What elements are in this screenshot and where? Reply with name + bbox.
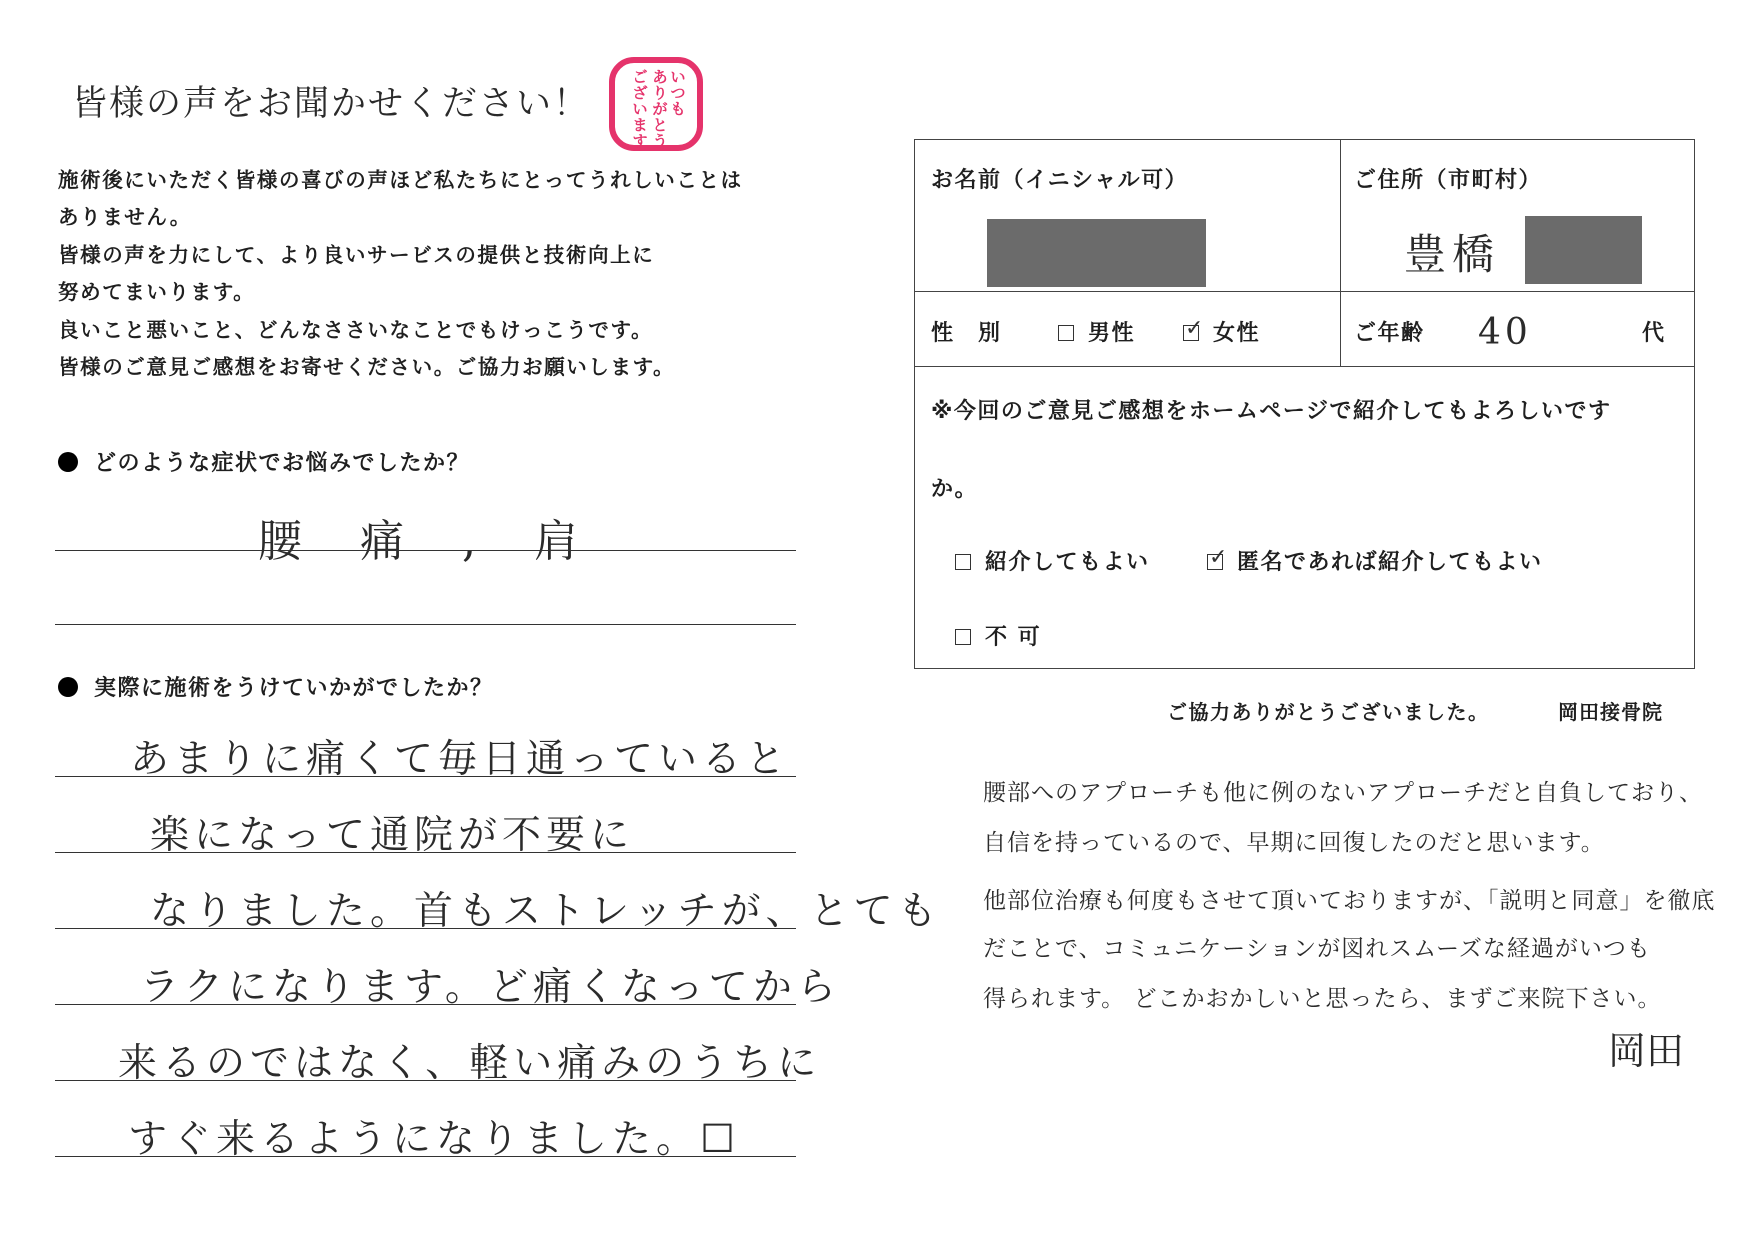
reply-line: 他部位治療も何度もさせて頂いておりますが、「説明と同意」を徹底	[983, 888, 1716, 914]
question-2-heading	[58, 671, 494, 702]
checked-checkbox-icon[interactable]: ✓	[1209, 545, 1229, 570]
intro-line: 皆様の声を力にして、より良いサービスの提供と技術向上に	[58, 243, 655, 267]
question-2-answer-line: なりました。首もストレッチが、とても	[150, 889, 942, 934]
question-2-answer-line: ラクになります。ど痛くなってから	[140, 965, 841, 1010]
question-1-label: どのような症状でお悩みでしたか？	[94, 451, 471, 476]
bullet-icon	[58, 677, 78, 697]
question-1-heading	[58, 446, 470, 477]
signature: 岡田	[1608, 1029, 1685, 1073]
checkbox-icon[interactable]	[955, 554, 971, 570]
question-2-label: 実際に施術をうけていかがでしたか？	[94, 676, 494, 701]
checkbox-icon[interactable]	[955, 629, 971, 645]
consent-ng-label: 不 可	[985, 625, 1042, 650]
answer-rule	[55, 550, 796, 551]
intro-line: 良いこと悪いこと、どんなささいなことでもけっこうです。	[58, 318, 654, 342]
svg-text:う: う	[652, 132, 668, 150]
answer-rule	[55, 624, 796, 625]
question-2-answer-line: 楽になって通院が不要に	[150, 813, 635, 858]
answer-rule	[55, 928, 796, 929]
answer-rule	[55, 776, 796, 777]
reply-line: 自信を持っているので、早期に回復したのだと思います。	[983, 830, 1605, 856]
gender-female-label: 女性	[1213, 321, 1261, 346]
bullet-icon	[58, 452, 78, 472]
checkbox-icon[interactable]	[1058, 325, 1074, 341]
consent-question: ※今回のご意見ご感想をホームページで紹介してもよろしいです	[931, 399, 1612, 424]
gender-label: 性 別	[931, 321, 1002, 346]
reply-line: だことで、コミュニケーションが図れスムーズな経過がいつも	[983, 936, 1651, 962]
consent-anon-option[interactable]	[1207, 545, 1543, 576]
gender-male-label: 男性	[1088, 321, 1136, 346]
form-divider	[914, 291, 1695, 292]
question-2-answer-line: あまりに痛くて毎日通っていると	[130, 737, 791, 782]
reply-line: 得られます。 どこかおかしいと思ったら、まずご来院下さい。	[983, 986, 1662, 1012]
svg-text:あ: あ	[652, 68, 668, 86]
gender-female-option[interactable]	[1183, 316, 1260, 347]
name-redaction	[987, 219, 1206, 287]
svg-text:ご: ご	[632, 68, 648, 86]
intro-line: ありません。	[58, 205, 192, 229]
svg-text:と: と	[652, 116, 668, 134]
address-label: ご住所（市町村）	[1354, 168, 1543, 193]
consent-anon-label: 匿名であれば紹介してもよい	[1237, 550, 1543, 575]
consent-ng-option[interactable]	[955, 620, 1041, 651]
svg-text:い: い	[670, 68, 686, 86]
svg-text:い: い	[632, 100, 648, 118]
gender-male-option[interactable]	[1058, 316, 1135, 347]
clinic-name: 岡田接骨院	[1558, 700, 1663, 724]
name-label: お名前（イニシャル可）	[931, 168, 1189, 193]
svg-text:ま: ま	[632, 116, 648, 134]
svg-text:す: す	[632, 132, 648, 150]
intro-line: 皆様のご意見ご感想をお寄せください。ご協力お願いします。	[58, 355, 676, 379]
checked-checkbox-icon[interactable]: ✓	[1185, 316, 1205, 341]
answer-rule	[55, 1080, 796, 1081]
answer-rule	[55, 852, 796, 853]
svg-text:も: も	[670, 100, 686, 118]
consent-ok-label: 紹介してもよい	[985, 550, 1150, 575]
address-value: 豊橋	[1404, 230, 1501, 279]
age-value: 40	[1478, 312, 1532, 353]
question-2-answer-line: すぐ来るようになりました。☐	[128, 1117, 740, 1162]
consent-question-cont: か。	[931, 477, 979, 502]
address-redaction	[1525, 216, 1642, 284]
svg-text:つ: つ	[670, 84, 686, 102]
svg-text:が: が	[652, 100, 668, 118]
svg-text:ざ: ざ	[632, 84, 648, 102]
form-divider	[914, 366, 1695, 367]
answer-rule	[55, 1156, 796, 1157]
age-suffix: 代	[1642, 321, 1666, 346]
question-2-answer-line: 来るのではなく、軽い痛みのうちに	[118, 1041, 822, 1086]
question-1-answer: 腰 痛 , 肩	[258, 516, 600, 567]
form-divider	[1340, 139, 1341, 366]
consent-ok-option[interactable]	[955, 545, 1150, 576]
svg-text:り: り	[652, 84, 668, 102]
intro-line: 努めてまいります。	[58, 280, 256, 304]
answer-rule	[55, 1004, 796, 1005]
thank-you-stamp	[608, 56, 704, 152]
thanks-text: ご協力ありがとうございました。	[1167, 700, 1490, 724]
age-label: ご年齢	[1354, 321, 1425, 346]
page-title: 皆様の声をお聞かせください！	[72, 84, 591, 124]
reply-line: 腰部へのアプローチも他に例のないアプローチだと自負しており、	[983, 780, 1703, 806]
intro-line: 施術後にいただく皆様の喜びの声ほど私たちにとってうれしいことは	[58, 168, 743, 192]
